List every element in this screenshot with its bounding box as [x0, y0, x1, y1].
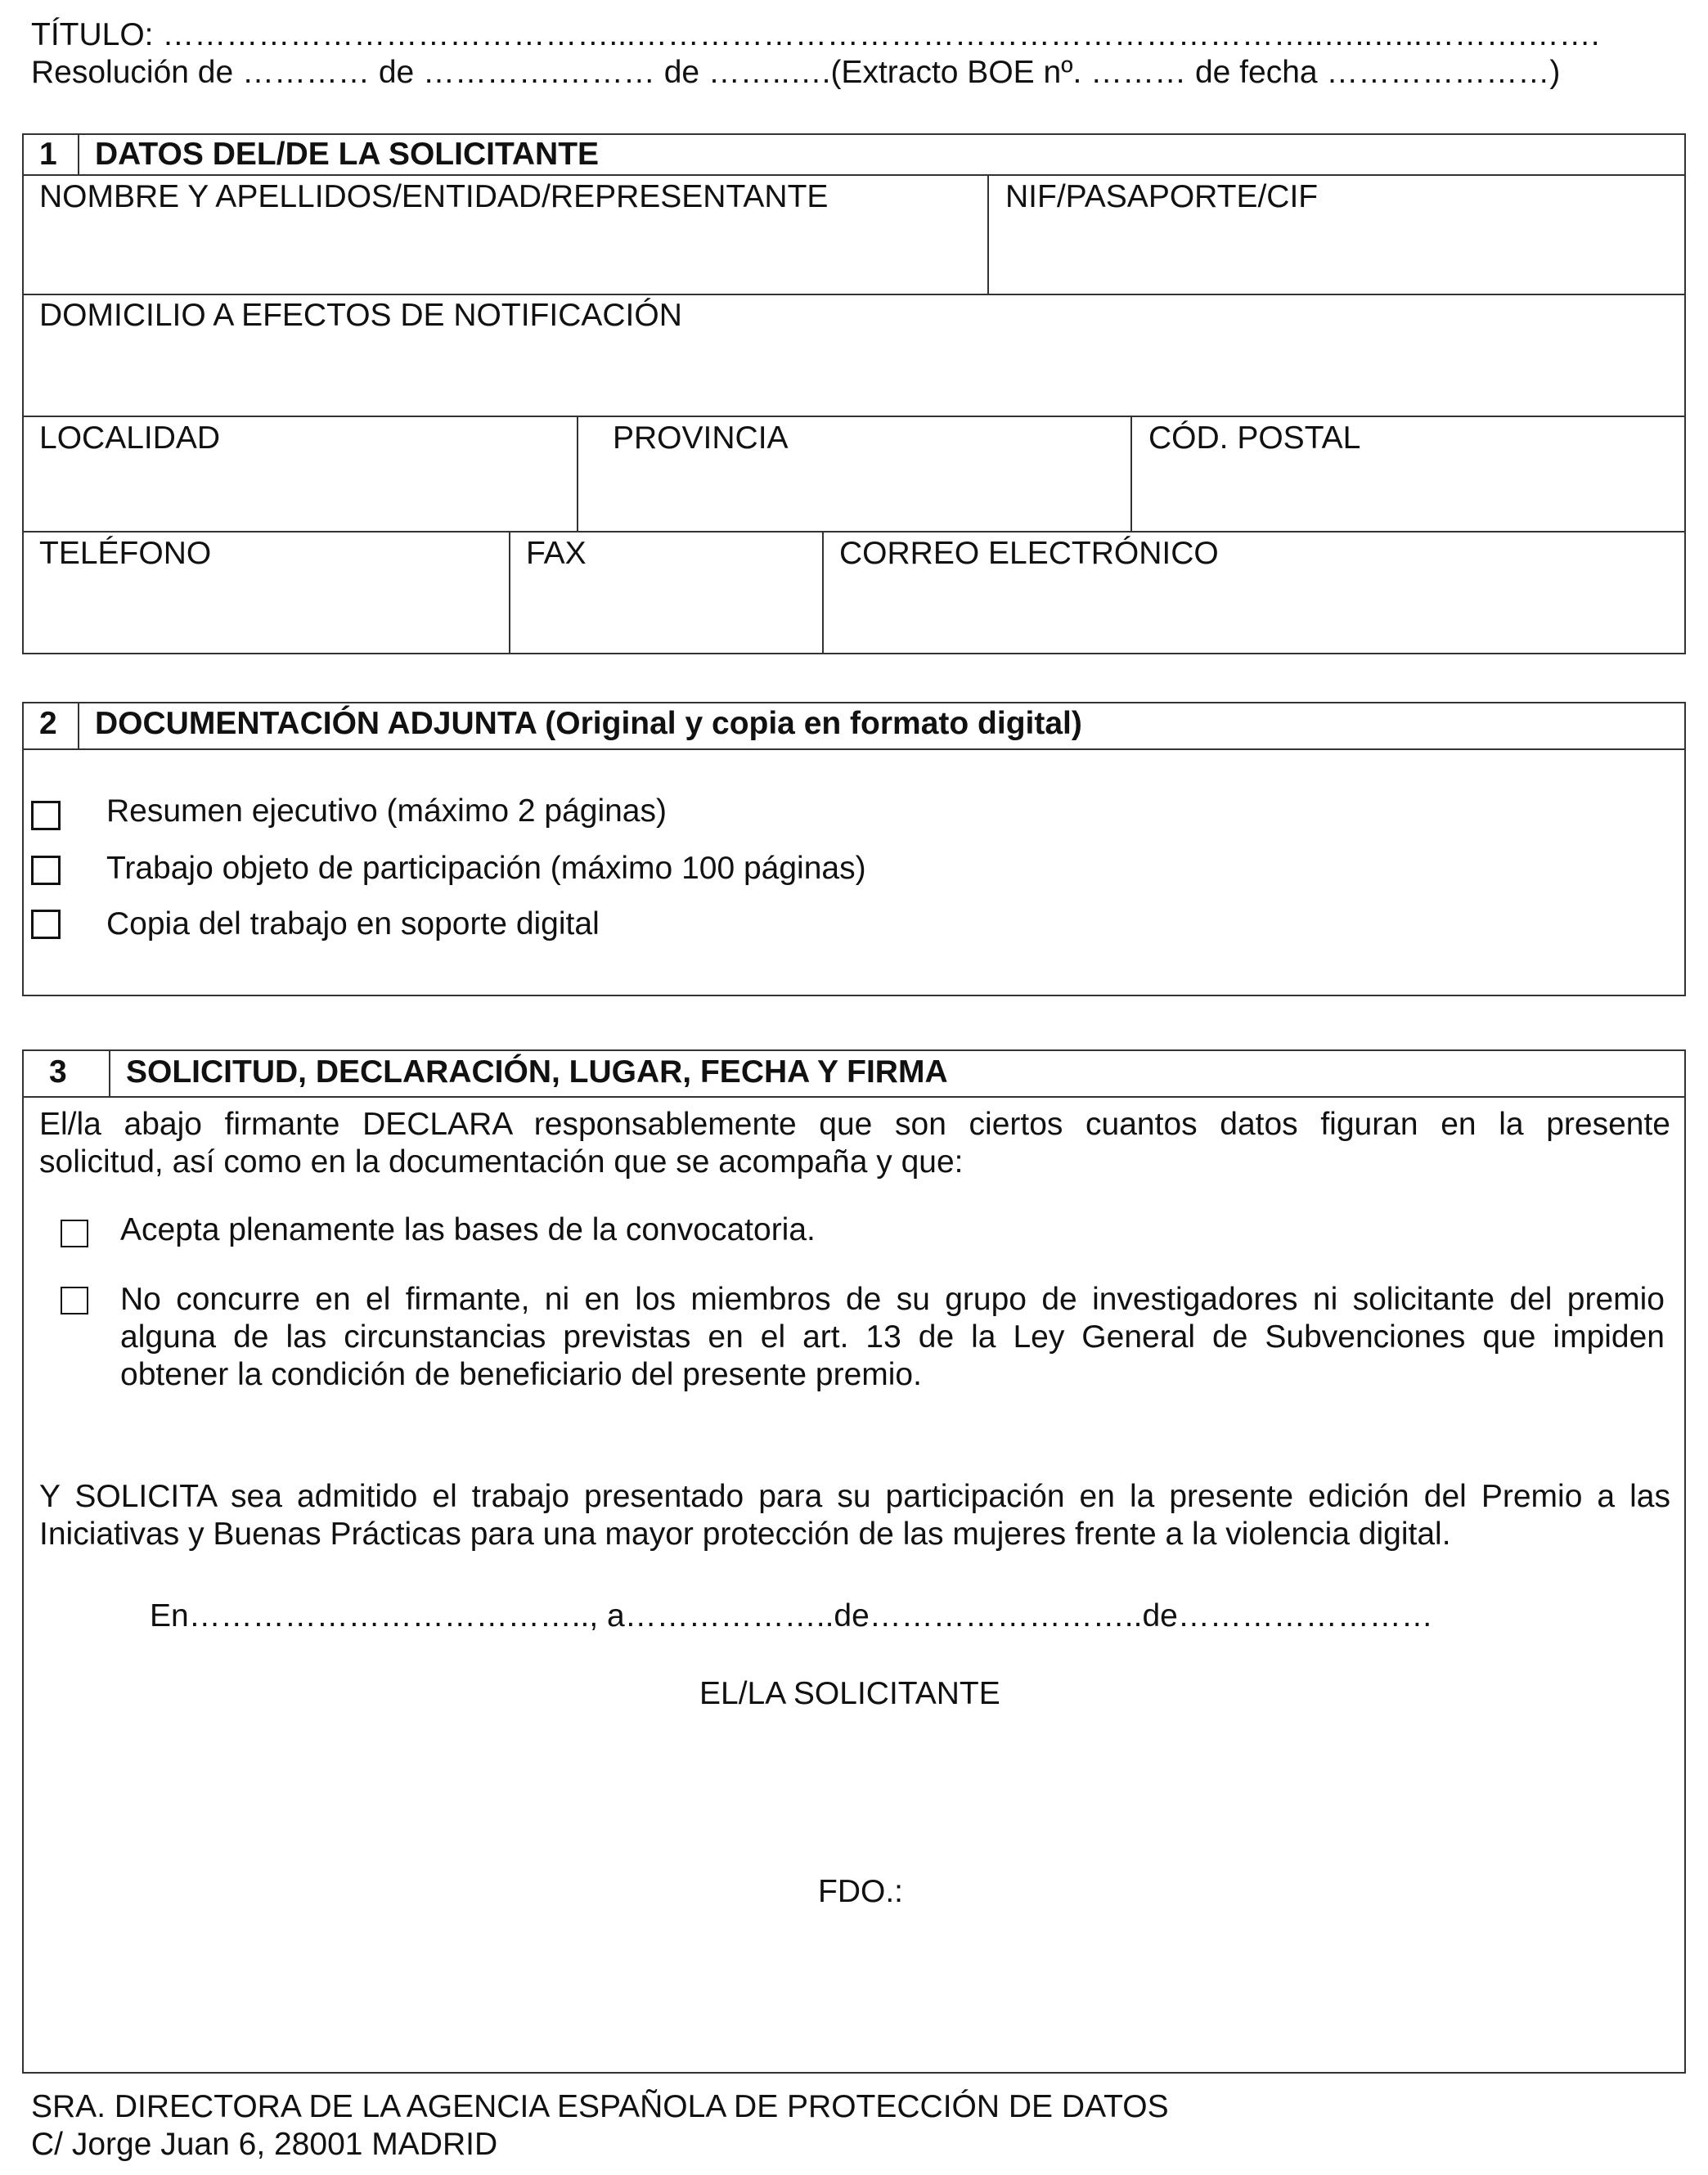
declara-line1: El/la abajo firmante DECLARA responsablemente que son ciertos cuantos datos figuran en la presente — [39, 1107, 1670, 1142]
solicita-line1: Y SOLICITA sea admitido el trabajo presentado para su participación en la presente edición del Premio a las — [39, 1479, 1670, 1514]
section1-number: 1 — [39, 137, 57, 172]
fax-label: FAX — [526, 536, 587, 571]
section3-number: 3 — [49, 1054, 67, 1090]
localidad-label: LOCALIDAD — [39, 420, 221, 456]
check-no-concurre-line1: No concurre en el firmante, ni en los miembros de su grupo de investigadores ni solicitante del premio — [120, 1282, 1665, 1317]
check-no-concurre-line3: obtener la condición de beneficiario del presente premio. — [120, 1357, 922, 1392]
footer-addressee: SRA. DIRECTORA DE LA AGENCIA ESPAÑOLA DE PROTECCIÓN DE DATOS — [31, 2089, 1169, 2124]
check-acepta: Acepta plenamente las bases de la convocatoria. — [120, 1212, 816, 1247]
trabajo-checkbox[interactable] — [31, 856, 61, 885]
provincia-label: PROVINCIA — [613, 420, 789, 456]
signature-area[interactable] — [327, 1718, 1391, 1865]
titulo-line: TÍTULO: ……………………………………...………………………………………………………..…..…..……….……. — [31, 17, 1600, 52]
correo-label: CORREO ELECTRÓNICO — [839, 536, 1219, 571]
section1-title: DATOS DEL/DE LA SOLICITANTE — [95, 137, 600, 172]
firma-label: FDO.: — [818, 1874, 903, 1909]
section3-box — [22, 1049, 1686, 2074]
item-copia: Copia del trabajo en soporte digital — [106, 906, 600, 941]
section3-title: SOLICITUD, DECLARACIÓN, LUGAR, FECHA Y FIRMA — [126, 1054, 948, 1090]
copia-checkbox[interactable] — [31, 910, 61, 939]
divider — [22, 1096, 1686, 1098]
nif-label: NIF/PASAPORTE/CIF — [1005, 179, 1319, 214]
item-trabajo: Trabajo objeto de participación (máximo 100 páginas) — [106, 851, 866, 886]
solicita-line2: Iniciativas y Buenas Prácticas para una mayor protección de las mujeres frente a la violencia digital. — [39, 1517, 1451, 1552]
acepta-checkbox[interactable] — [61, 1220, 88, 1247]
section2-number: 2 — [39, 706, 57, 741]
domicilio-label: DOMICILIO A EFECTOS DE NOTIFICACIÓN — [39, 298, 682, 333]
cp-label: CÓD. POSTAL — [1148, 420, 1361, 456]
nombre-label: NOMBRE Y APELLIDOS/ENTIDAD/REPRESENTANTE — [39, 179, 829, 214]
no-concurre-checkbox[interactable] — [61, 1287, 88, 1314]
divider — [78, 133, 79, 174]
item-resumen: Resumen ejecutivo (máximo 2 páginas) — [106, 793, 667, 829]
section2-box — [22, 702, 1686, 996]
check-no-concurre-line2: alguna de las circunstancias previstas en el art. 13 de la Ley General de Subvenciones que impiden — [120, 1319, 1665, 1355]
divider — [22, 748, 1686, 750]
resolucion-line: Resolución de ………… de ………….……… de ……..….(Extracto BOE nº. ……… de fecha …………………) — [31, 55, 1561, 90]
footer-address: C/ Jorge Juan 6, 28001 MADRID — [31, 2127, 498, 2162]
telefono-label: TELÉFONO — [39, 536, 212, 571]
declara-line2: solicitud, así como en la documentación que se acompaña y que: — [39, 1144, 964, 1180]
divider — [109, 1049, 110, 1096]
section2-title: DOCUMENTACIÓN ADJUNTA (Original y copia en formato digital) — [95, 706, 1082, 741]
divider — [78, 702, 79, 748]
solicitante-label: EL/LA SOLICITANTE — [699, 1676, 1000, 1711]
lugar-fecha-line: En……………………………….., a………………..de……………………..de…………………… — [150, 1598, 1433, 1633]
resumen-checkbox[interactable] — [31, 801, 61, 830]
